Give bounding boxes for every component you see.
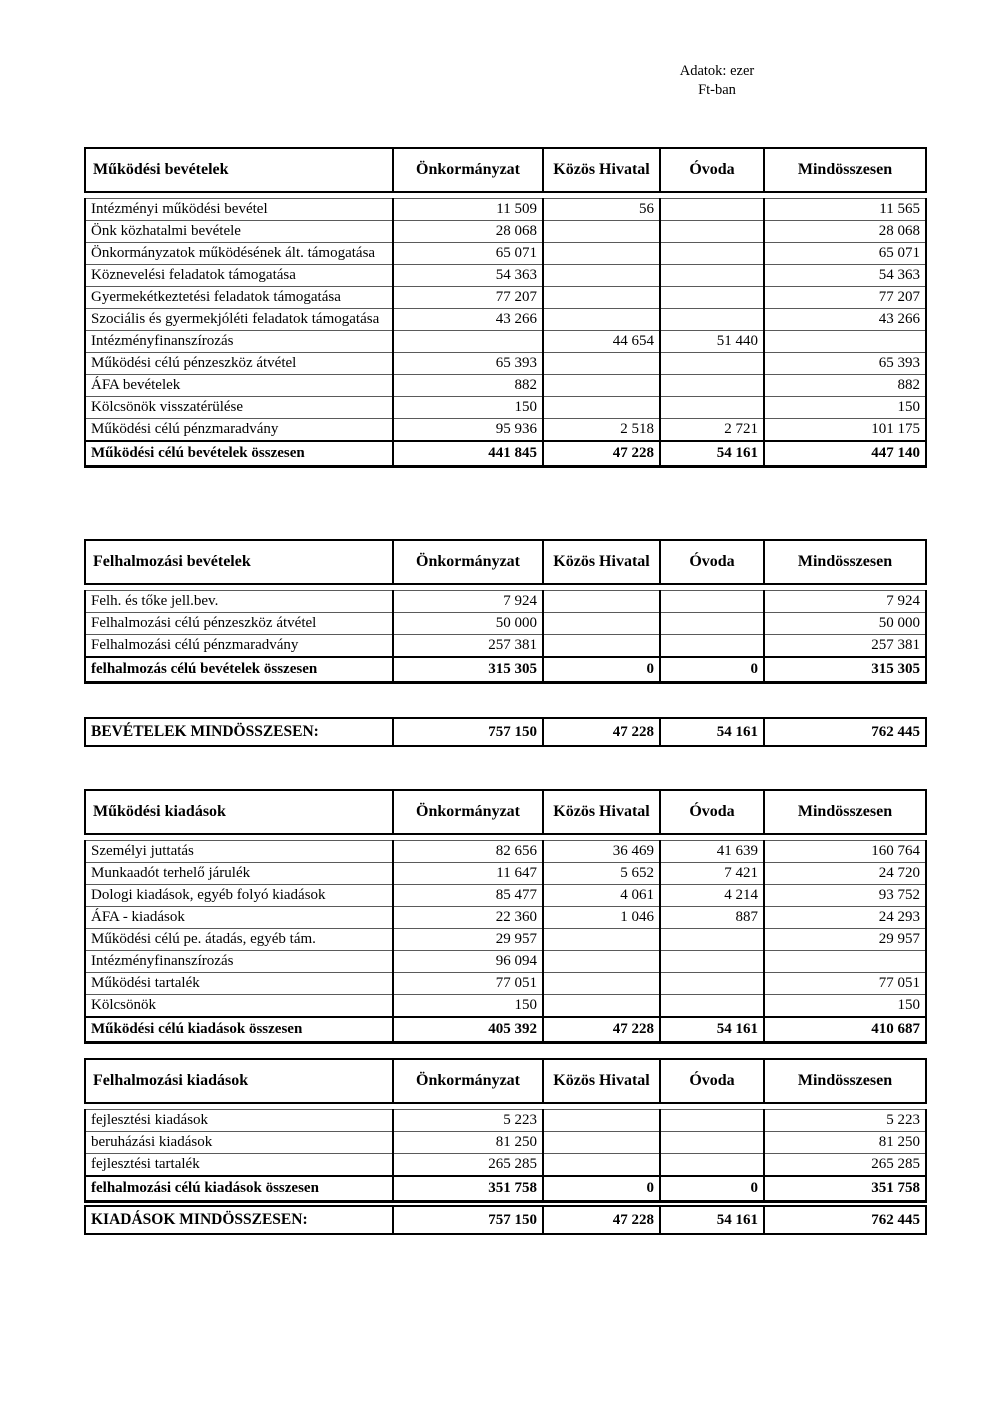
row-label: ÁFA - kiadások bbox=[85, 907, 393, 929]
row-label: Működési célú pénzeszköz átvétel bbox=[85, 353, 393, 375]
table-row bbox=[85, 591, 926, 613]
summary-row bbox=[85, 718, 926, 746]
cell-value: 54 363 bbox=[393, 265, 543, 287]
cell-value: 5 652 bbox=[543, 863, 660, 885]
table-mukodesi-bevetelek bbox=[84, 147, 926, 468]
row-label: Munkaadót terhelő járulék bbox=[85, 863, 393, 885]
cell-value: 4 214 bbox=[660, 885, 764, 907]
cell-value bbox=[660, 973, 764, 995]
cell-value: 150 bbox=[764, 995, 926, 1018]
cell-value bbox=[660, 1132, 764, 1154]
column-header: Mindösszesen bbox=[764, 148, 926, 192]
table-header-row bbox=[85, 1059, 926, 1103]
table-row bbox=[85, 353, 926, 375]
table-row bbox=[85, 841, 926, 863]
cell-value: 22 360 bbox=[393, 907, 543, 929]
cell-value: 50 000 bbox=[764, 613, 926, 635]
table-row bbox=[85, 951, 926, 973]
total-row bbox=[85, 657, 926, 683]
table-title: Felhalmozási bevételek bbox=[85, 540, 393, 584]
cell-value bbox=[660, 221, 764, 243]
table-row bbox=[85, 265, 926, 287]
cell-value: 441 845 bbox=[393, 441, 543, 467]
table-row bbox=[85, 973, 926, 995]
table-row bbox=[85, 863, 926, 885]
column-header: Óvoda bbox=[660, 148, 764, 192]
cell-value: 95 936 bbox=[393, 419, 543, 442]
summary-label: BEVÉTELEK MINDÖSSZESEN: bbox=[85, 718, 393, 746]
cell-value: 24 720 bbox=[764, 863, 926, 885]
cell-value bbox=[660, 951, 764, 973]
cell-value bbox=[660, 199, 764, 221]
cell-value: 24 293 bbox=[764, 907, 926, 929]
cell-value: 0 bbox=[660, 657, 764, 683]
column-header: Közös Hivatal bbox=[543, 1059, 660, 1103]
cell-value: 36 469 bbox=[543, 841, 660, 863]
row-label: Önkormányzatok működésének ált. támogatása bbox=[85, 243, 393, 265]
cell-value: 315 305 bbox=[764, 657, 926, 683]
cell-value: 29 957 bbox=[393, 929, 543, 951]
units-note-line2: Ft-ban bbox=[698, 82, 736, 98]
table-row bbox=[85, 221, 926, 243]
table-row bbox=[85, 397, 926, 419]
cell-value bbox=[660, 397, 764, 419]
cell-value: 2 721 bbox=[660, 419, 764, 442]
table-felhalmozasi-kiadasok bbox=[84, 1058, 926, 1203]
cell-value bbox=[660, 591, 764, 613]
cell-value bbox=[660, 287, 764, 309]
cell-value: 315 305 bbox=[393, 657, 543, 683]
table-header-row bbox=[85, 540, 926, 584]
cell-value: 50 000 bbox=[393, 613, 543, 635]
cell-value: 77 207 bbox=[393, 287, 543, 309]
column-header: Önkormányzat bbox=[393, 1059, 543, 1103]
cell-value: 4 061 bbox=[543, 885, 660, 907]
column-header: Óvoda bbox=[660, 540, 764, 584]
cell-value: 96 094 bbox=[393, 951, 543, 973]
cell-value: 882 bbox=[764, 375, 926, 397]
table-row bbox=[85, 199, 926, 221]
cell-value: 150 bbox=[764, 397, 926, 419]
table-title: Működési bevételek bbox=[85, 148, 393, 192]
cell-value: 160 764 bbox=[764, 841, 926, 863]
cell-value: 257 381 bbox=[393, 635, 543, 658]
table-header-row bbox=[85, 790, 926, 834]
summary-label: KIADÁSOK MINDÖSSZESEN: bbox=[85, 1206, 393, 1234]
cell-value bbox=[543, 309, 660, 331]
cell-value: 11 647 bbox=[393, 863, 543, 885]
cell-value: 257 381 bbox=[764, 635, 926, 658]
cell-value: 11 509 bbox=[393, 199, 543, 221]
cell-value: 65 071 bbox=[393, 243, 543, 265]
table-row bbox=[85, 995, 926, 1018]
table-row bbox=[85, 243, 926, 265]
row-label: Felh. és tőke jell.bev. bbox=[85, 591, 393, 613]
cell-value bbox=[660, 353, 764, 375]
row-label: Kölcsönök bbox=[85, 995, 393, 1018]
cell-value bbox=[543, 353, 660, 375]
table-row bbox=[85, 929, 926, 951]
cell-value: 77 051 bbox=[393, 973, 543, 995]
cell-value: 0 bbox=[543, 1176, 660, 1202]
table-row bbox=[85, 331, 926, 353]
column-header: Mindösszesen bbox=[764, 790, 926, 834]
cell-value: 65 393 bbox=[764, 353, 926, 375]
cell-value: 44 654 bbox=[543, 331, 660, 353]
cell-value bbox=[660, 265, 764, 287]
cell-value: 41 639 bbox=[660, 841, 764, 863]
column-header: Mindösszesen bbox=[764, 540, 926, 584]
cell-value bbox=[543, 635, 660, 658]
cell-value: 51 440 bbox=[660, 331, 764, 353]
cell-value bbox=[543, 1110, 660, 1132]
cell-value bbox=[543, 613, 660, 635]
table-row bbox=[85, 1110, 926, 1132]
cell-value bbox=[393, 331, 543, 353]
row-label: Köznevelési feladatok támogatása bbox=[85, 265, 393, 287]
units-note bbox=[652, 62, 782, 100]
table-row bbox=[85, 419, 926, 442]
cell-value: 882 bbox=[393, 375, 543, 397]
row-label: Önk közhatalmi bevétele bbox=[85, 221, 393, 243]
table-row bbox=[85, 375, 926, 397]
cell-value: 43 266 bbox=[393, 309, 543, 331]
cell-value: 47 228 bbox=[543, 441, 660, 467]
cell-value: 28 068 bbox=[393, 221, 543, 243]
total-row bbox=[85, 1176, 926, 1202]
cell-value: 351 758 bbox=[764, 1176, 926, 1202]
units-note-line1: Adatok: ezer bbox=[679, 63, 755, 79]
column-header: Óvoda bbox=[660, 1059, 764, 1103]
cell-value bbox=[660, 1110, 764, 1132]
cell-value: 447 140 bbox=[764, 441, 926, 467]
cell-value: 81 250 bbox=[764, 1132, 926, 1154]
cell-value: 351 758 bbox=[393, 1176, 543, 1202]
cell-value bbox=[764, 331, 926, 353]
cell-value bbox=[660, 929, 764, 951]
cell-value: 410 687 bbox=[764, 1017, 926, 1043]
row-label: Működési tartalék bbox=[85, 973, 393, 995]
table-header-row bbox=[85, 148, 926, 192]
cell-value: 887 bbox=[660, 907, 764, 929]
row-label: Intézményi működési bevétel bbox=[85, 199, 393, 221]
cell-value: 54 161 bbox=[660, 1017, 764, 1043]
summary-value: 757 150 bbox=[393, 718, 543, 746]
cell-value: 5 223 bbox=[764, 1110, 926, 1132]
cell-value bbox=[543, 973, 660, 995]
cell-value: 28 068 bbox=[764, 221, 926, 243]
row-label: Szociális és gyermekjóléti feladatok támogatása bbox=[85, 309, 393, 331]
cell-value bbox=[543, 221, 660, 243]
cell-value bbox=[543, 265, 660, 287]
cell-value: 265 285 bbox=[764, 1154, 926, 1177]
cell-value bbox=[660, 375, 764, 397]
row-label: felhalmozás célú bevételek összesen bbox=[85, 657, 393, 683]
row-label: Felhalmozási célú pénzeszköz átvétel bbox=[85, 613, 393, 635]
row-label: Felhalmozási célú pénzmaradvány bbox=[85, 635, 393, 658]
cell-value: 93 752 bbox=[764, 885, 926, 907]
cell-value bbox=[543, 995, 660, 1018]
cell-value: 29 957 bbox=[764, 929, 926, 951]
cell-value bbox=[543, 591, 660, 613]
column-header: Óvoda bbox=[660, 790, 764, 834]
table-row bbox=[85, 1132, 926, 1154]
cell-value: 1 046 bbox=[543, 907, 660, 929]
column-header: Önkormányzat bbox=[393, 148, 543, 192]
column-header: Önkormányzat bbox=[393, 790, 543, 834]
summary-value: 757 150 bbox=[393, 1206, 543, 1234]
cell-value: 65 071 bbox=[764, 243, 926, 265]
table-row bbox=[85, 635, 926, 658]
row-label: felhalmozási célú kiadások összesen bbox=[85, 1176, 393, 1202]
table-title: Működési kiadások bbox=[85, 790, 393, 834]
cell-value: 82 656 bbox=[393, 841, 543, 863]
row-label: fejlesztési kiadások bbox=[85, 1110, 393, 1132]
cell-value: 405 392 bbox=[393, 1017, 543, 1043]
summary-value: 762 445 bbox=[764, 1206, 926, 1234]
cell-value: 5 223 bbox=[393, 1110, 543, 1132]
row-label: Dologi kiadások, egyéb folyó kiadások bbox=[85, 885, 393, 907]
summary-value: 47 228 bbox=[543, 718, 660, 746]
column-header: Közös Hivatal bbox=[543, 540, 660, 584]
row-label: Személyi juttatás bbox=[85, 841, 393, 863]
cell-value: 150 bbox=[393, 397, 543, 419]
summary-value: 762 445 bbox=[764, 718, 926, 746]
cell-value: 7 421 bbox=[660, 863, 764, 885]
cell-value bbox=[660, 243, 764, 265]
cell-value: 0 bbox=[543, 657, 660, 683]
cell-value bbox=[764, 951, 926, 973]
cell-value bbox=[543, 375, 660, 397]
cell-value bbox=[543, 397, 660, 419]
row-label: Kölcsönök visszatérülése bbox=[85, 397, 393, 419]
cell-value: 54 161 bbox=[660, 441, 764, 467]
cell-value bbox=[543, 1132, 660, 1154]
total-row bbox=[85, 1017, 926, 1043]
column-header: Mindösszesen bbox=[764, 1059, 926, 1103]
table-title: Felhalmozási kiadások bbox=[85, 1059, 393, 1103]
cell-value bbox=[660, 309, 764, 331]
table-row bbox=[85, 1154, 926, 1177]
column-header: Önkormányzat bbox=[393, 540, 543, 584]
table-row bbox=[85, 907, 926, 929]
row-label: ÁFA bevételek bbox=[85, 375, 393, 397]
cell-value bbox=[543, 243, 660, 265]
cell-value: 11 565 bbox=[764, 199, 926, 221]
summary-value: 47 228 bbox=[543, 1206, 660, 1234]
summary-bevetelek-mindosszesen bbox=[84, 717, 926, 747]
cell-value bbox=[543, 287, 660, 309]
summary-kiadasok-mindosszesen bbox=[84, 1205, 926, 1235]
row-label: Intézményfinanszírozás bbox=[85, 951, 393, 973]
cell-value: 7 924 bbox=[764, 591, 926, 613]
row-label: Működési célú pénzmaradvány bbox=[85, 419, 393, 442]
cell-value: 7 924 bbox=[393, 591, 543, 613]
cell-value: 65 393 bbox=[393, 353, 543, 375]
table-mukodesi-kiadasok bbox=[84, 789, 926, 1044]
cell-value bbox=[543, 1154, 660, 1177]
summary-row bbox=[85, 1206, 926, 1234]
cell-value: 43 266 bbox=[764, 309, 926, 331]
cell-value: 150 bbox=[393, 995, 543, 1018]
cell-value: 2 518 bbox=[543, 419, 660, 442]
cell-value: 0 bbox=[660, 1176, 764, 1202]
row-label: Gyermekétkeztetési feladatok támogatása bbox=[85, 287, 393, 309]
cell-value bbox=[543, 951, 660, 973]
row-label: Intézményfinanszírozás bbox=[85, 331, 393, 353]
column-header: Közös Hivatal bbox=[543, 148, 660, 192]
cell-value: 77 207 bbox=[764, 287, 926, 309]
table-row bbox=[85, 885, 926, 907]
cell-value: 47 228 bbox=[543, 1017, 660, 1043]
summary-value: 54 161 bbox=[660, 1206, 764, 1234]
table-row bbox=[85, 309, 926, 331]
column-header: Közös Hivatal bbox=[543, 790, 660, 834]
summary-value: 54 161 bbox=[660, 718, 764, 746]
cell-value: 85 477 bbox=[393, 885, 543, 907]
cell-value: 101 175 bbox=[764, 419, 926, 442]
cell-value bbox=[543, 929, 660, 951]
cell-value bbox=[660, 613, 764, 635]
table-felhalmozasi-bevetelek bbox=[84, 539, 926, 684]
cell-value: 56 bbox=[543, 199, 660, 221]
cell-value: 81 250 bbox=[393, 1132, 543, 1154]
row-label: beruházási kiadások bbox=[85, 1132, 393, 1154]
row-label: Működési célú bevételek összesen bbox=[85, 441, 393, 467]
row-label: Működési célú kiadások összesen bbox=[85, 1017, 393, 1043]
table-row bbox=[85, 287, 926, 309]
table-row bbox=[85, 613, 926, 635]
cell-value: 77 051 bbox=[764, 973, 926, 995]
cell-value: 54 363 bbox=[764, 265, 926, 287]
cell-value bbox=[660, 635, 764, 658]
row-label: Működési célú pe. átadás, egyéb tám. bbox=[85, 929, 393, 951]
cell-value: 265 285 bbox=[393, 1154, 543, 1177]
total-row bbox=[85, 441, 926, 467]
row-label: fejlesztési tartalék bbox=[85, 1154, 393, 1177]
cell-value bbox=[660, 995, 764, 1018]
cell-value bbox=[660, 1154, 764, 1177]
